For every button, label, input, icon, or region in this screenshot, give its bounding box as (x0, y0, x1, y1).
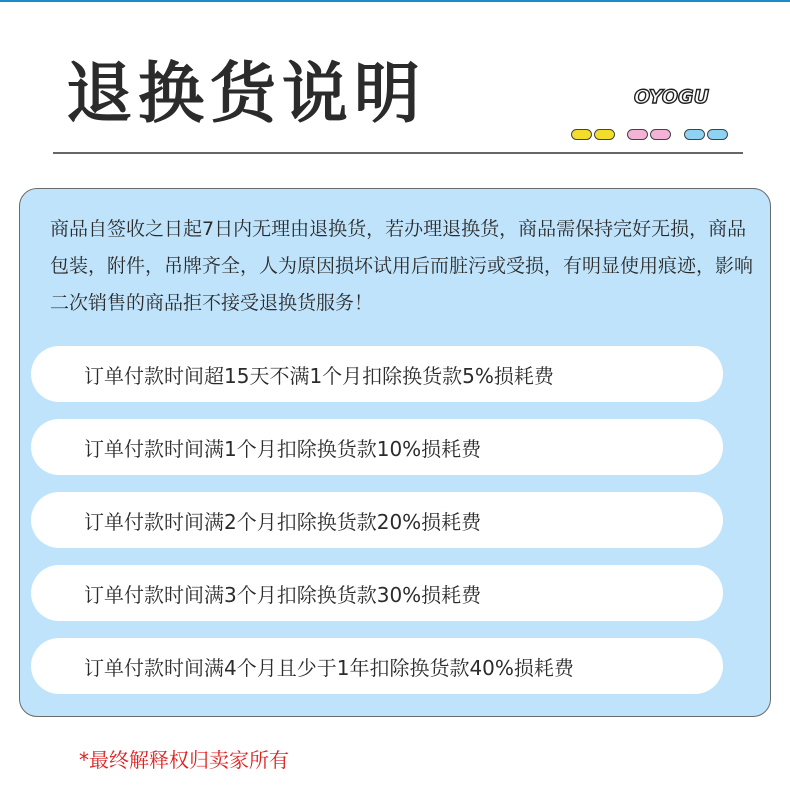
rule-item-2: 订单付款时间满1个月扣除换货款10%损耗费 (31, 419, 723, 475)
decorative-dots-blue (684, 129, 728, 141)
rule-item-4: 订单付款时间满3个月扣除换货款30%损耗费 (31, 565, 723, 621)
dot-pink-2 (650, 129, 671, 140)
dot-yellow-2 (594, 129, 615, 140)
title-divider (53, 152, 743, 154)
top-accent-line (0, 0, 790, 2)
brand-logo: OYOGU (634, 86, 710, 108)
rule-item-5: 订单付款时间满4个月且少于1年扣除换货款40%损耗费 (31, 638, 723, 694)
decorative-dots-yellow (571, 129, 615, 141)
dot-blue-2 (707, 129, 728, 140)
dot-blue-1 (684, 129, 705, 140)
rule-item-3: 订单付款时间满2个月扣除换货款20%损耗费 (31, 492, 723, 548)
footnote: *最终解释权归卖家所有 (79, 748, 289, 772)
rule-item-1: 订单付款时间超15天不满1个月扣除换货款5%损耗费 (31, 346, 723, 402)
dot-yellow-1 (571, 129, 592, 140)
dot-pink-1 (627, 129, 648, 140)
decorative-dots-pink (627, 129, 671, 141)
page-title: 退换货说明 (66, 55, 426, 132)
intro-paragraph: 商品自签收之日起7日内无理由退换货，若办理退换货，商品需保持完好无损，商品包装，附件，吊牌齐全，人为原因损坏试用后而脏污或受损，有明显使用痕迹，影响二次销售的商品拒不接受退换货服务！ (50, 218, 754, 314)
